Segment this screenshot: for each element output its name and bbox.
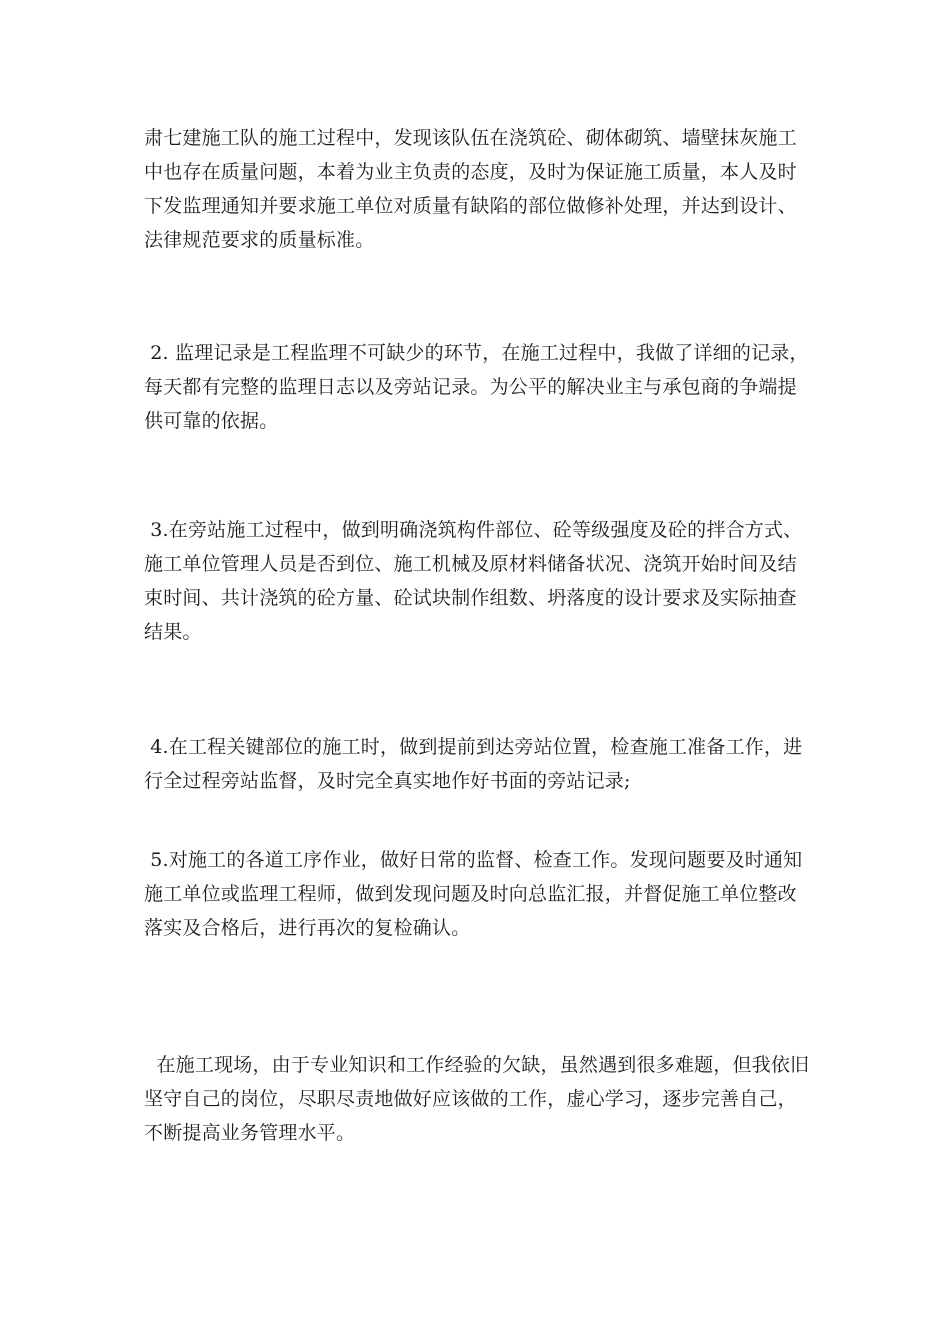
- paragraph-quality-issues: 肃七建施工队的施工过程中，发现该队伍在浇筑砼、砌体砌筑、墙壁抹灰施工中也存在质量问题，本着为业主负责的态度，及时为保证施工质量，本人及时下发监理通知并要求施工单位对质量有缺陷的部位做修补处理，并达到设计、法律规范要求的质量标准。: [144, 127, 797, 251]
- paragraph-side-station-process: 3.在旁站施工过程中，做到明确浇筑构件部位、砼等级强度及砼的拌合方式、施工单位管理人员是否到位、施工机械及原材料储备状况、浇筑开始时间及结束时间、共计浇筑的砼方量、砼试块制作组数、坍落度的设计要求及实际抽查结果。: [144, 519, 803, 643]
- paragraph-supervision-records: 2. 监理记录是工程监理不可缺少的环节，在施工过程中，我做了详细的记录，每天都有完整的监理日志以及旁站记录。为公平的解决业主与承包商的争端提供可靠的依据。: [144, 342, 809, 432]
- paragraph-key-parts: 4.在工程关键部位的施工时，做到提前到达旁站位置，检查施工准备工作，进行全过程旁站监督，及时完全真实地作好书面的旁站记录;: [144, 736, 803, 792]
- paragraph-daily-inspection: 5.对施工的各道工序作业，做好日常的监督、检查工作。发现问题要及时通知施工单位或监理工程师，做到发现问题及时向总监汇报，并督促施工单位整改落实及合格后，进行再次的复检确认。: [144, 849, 803, 939]
- paragraph-conclusion: 在施工现场，由于专业知识和工作经验的欠缺，虽然遇到很多难题，但我依旧坚守自己的岗位，尽职尽责地做好应该做的工作，虚心学习，逐步完善自己，不断提高业务管理水平。: [144, 1054, 810, 1144]
